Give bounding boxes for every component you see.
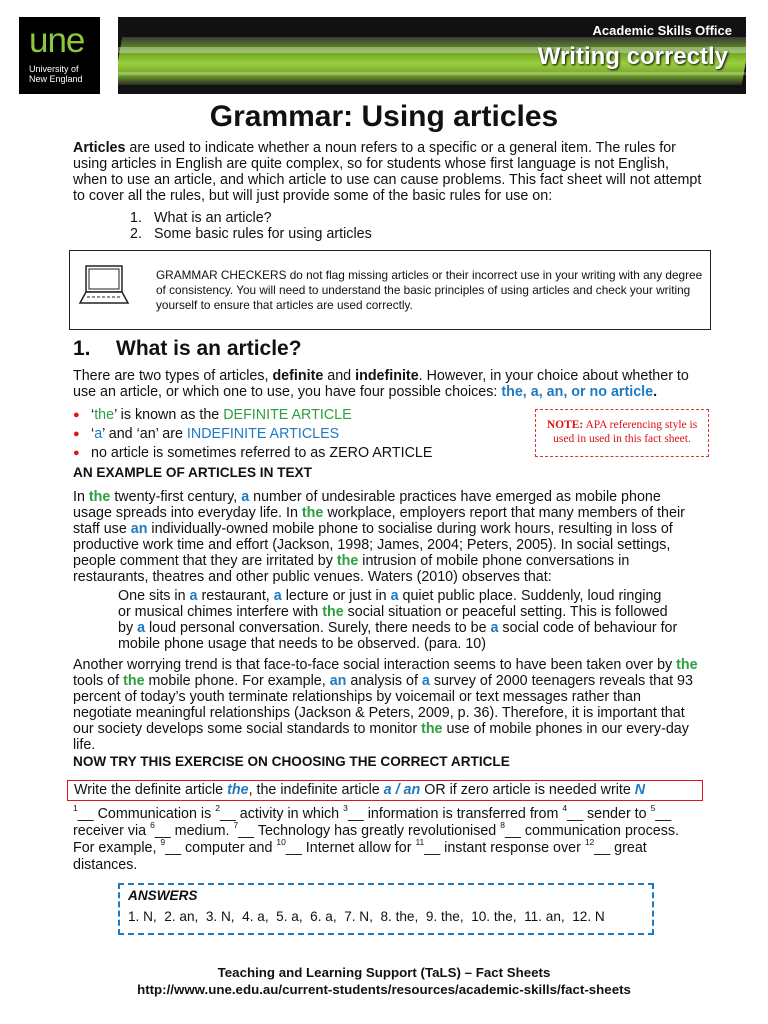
list-item: ● ‘the’ is known as the DEFINITE ARTICLE <box>73 406 432 425</box>
laptop-icon <box>78 263 130 307</box>
list-item: 2. Some basic rules for using articles <box>130 226 372 242</box>
answers-box <box>118 883 654 935</box>
section-heading: 1. What is an article? <box>73 337 302 360</box>
footer-link[interactable]: http://www.une.edu.au/current-students/resources/academic-skills/fact-sheets <box>137 982 631 997</box>
header-banner <box>118 17 746 94</box>
list-item: 1. What is an article? <box>130 210 272 226</box>
exercise-instruction: Write the definite article the, the indefinite article a / an OR if zero article is needed write N <box>67 780 703 801</box>
example-paragraph-2: Another worrying trend is that face-to-face social interaction seems to have been taken over by the tools of the mobile phone. For example, an analysis of a survey of 2000 teenagers reveals that 93 percent of today’s youth terminate relationships by voicemail or text messages rather than negotiate meaningful relationships (Jackson & Peters, 2009, p. 36). Therefore, it is important that our society develops some social standards to monitor the use of mobile phones in our every-day life. <box>73 657 698 753</box>
une-logo <box>19 17 100 94</box>
intro-paragraph: Articles are used to indicate whether a noun refers to a specific or a general item. The rules for using articles in English are quite complex, so for students whose first language is not English, when to use an article, and which article to use can cause problems. This fact sheet will not attempt to cover all the rules, but will just provide some of the basic rules for use on: <box>73 140 702 204</box>
example-paragraph: In the twenty-first century, a number of undesirable practices have emerged as mobile phone usage spreads into everyday life. In the workplace, employers report that many members of their staff use an individually-owned mobile phone to socialise during work hours, resulting in loss of productive work time and effort (Jackson, 1998; James, 2004; Peters, 2005). In social settings, people comment that they are irritated by the intrusion of mobile phone conversations in restaurants, theatres and other public venues. Waters (2010) observes that: <box>73 489 685 585</box>
page-title: Grammar: Using articles <box>209 100 559 133</box>
apa-note: NOTE: APA referencing style is used in used in this fact sheet. <box>535 409 709 457</box>
article-types-list <box>73 406 432 463</box>
articles-definition: There are two types of articles, definite and indefinite. However, in your choice about whether to use an article, or which one to use, you have four possible choices: the, a, an, or no article. <box>73 368 689 400</box>
logo-mark: une <box>29 21 85 60</box>
logo-text: University of New England <box>29 64 83 84</box>
footer-title: Teaching and Learning Support (TaLS) – Fact Sheets <box>217 965 551 980</box>
toc-list <box>130 210 372 242</box>
block-quote: One sits in a restaurant, a lecture or just in a quiet public place. Suddenly, loud ringing or musical chimes interfere with the social situation or peaceful setting. This is followed by a loud personal conversation. Surely, there needs to be a social code of behaviour for mobile phone usage that needs to be observed. (para. 10) <box>118 588 678 652</box>
list-item: ● ‘a’ and ‘an’ are INDEFINITE ARTICLES <box>73 425 432 444</box>
banner-title: Writing correctly <box>537 43 728 70</box>
exercise-text: $^1$__ Communication is $^2$__ activity in which $^3$__ information is transferred from $^4$__ sender to $^5$__ receiver via $^6$__ medium. $^7$__ Technology has greatly revolutionised $^8$__ communication process. For example, $^9$__ computer and $^{10}$__ Internet allow for $^{11}$__ instant response over $^{12}$__ great distances. <box>73 803 679 873</box>
example-heading: AN EXAMPLE OF ARTICLES IN TEXT <box>73 465 312 480</box>
exercise-heading: NOW TRY THIS EXERCISE ON CHOOSING THE CORRECT ARTICLE <box>73 754 510 769</box>
grammar-checker-box <box>69 250 711 330</box>
office-label: Academic Skills Office <box>592 23 732 38</box>
answers-heading: ANSWERS <box>128 888 198 903</box>
list-item: ● no article is sometimes referred to as ZERO ARTICLE <box>73 444 432 463</box>
answers-list: 1. N, 2. an, 3. N, 4. a, 5. a, 6. a, 7. N, 8. the, 9. the, 10. the, 11. an, 12. N <box>128 909 605 924</box>
grammar-checker-text: GRAMMAR CHECKERS do not flag missing articles or their incorrect use in your writing with any degree of consistency. You will need to understand the basic principles of using articles and check your writing yourself to ensure that articles are used correctly. <box>156 268 703 312</box>
